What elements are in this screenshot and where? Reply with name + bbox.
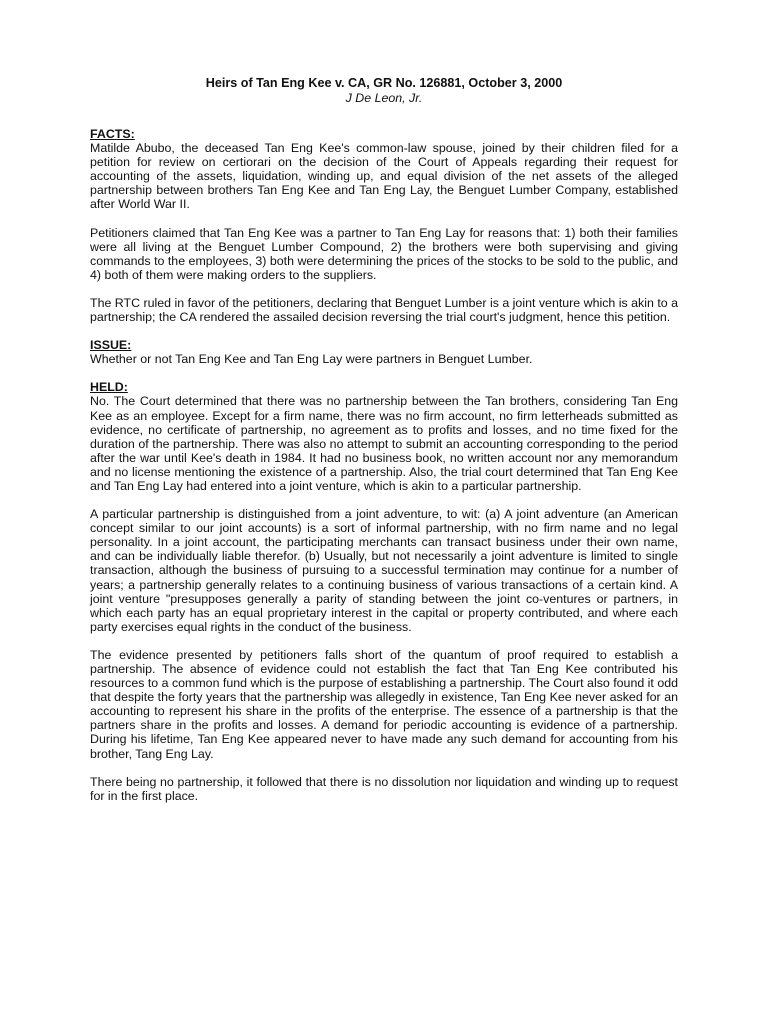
issue-paragraph: Whether or not Tan Eng Kee and Tan Eng Lay were partners in Benguet Lumber. xyxy=(90,352,533,367)
held-paragraph: There being no partnership, it followed that there is no dissolution nor liquidation and winding up to request for in the first place. xyxy=(90,774,678,803)
facts-section xyxy=(90,127,678,324)
facts-paragraph: Matilde Abubo, the deceased Tan Eng Kee's common-law spouse, joined by their children filed for a petition for review on certiorari on the decision of the Court of Appeals regarding their request for accounting of the assets, liquidation, winding up, and equal division of the net assets of the alleged partnership between brothers Tan Eng Kee and Tan Eng Lay, the Benguet Lumber Company, established after World War II. xyxy=(90,141,678,212)
facts-heading: FACTS: xyxy=(90,127,135,141)
issue-heading: ISSUE: xyxy=(90,338,132,353)
issue-section xyxy=(90,338,678,366)
facts-paragraph: The RTC ruled in favor of the petitioners, declaring that Benguet Lumber is a joint venture which is akin to a partnership; the CA rendered the assailed decision reversing the trial court's judgment, hence this petition. xyxy=(90,295,678,325)
held-heading: HELD: xyxy=(90,380,128,395)
title-block xyxy=(90,76,678,105)
held-paragraph: No. The Court determined that there was no partnership between the Tan brothers, considering Tan Eng Kee as an employee. Except for a firm name, there was no firm account, no firm letterheads submitted as evidence, no certificate of partnership, no agreement as to profits and losses, and no time fixed for the duration of the partnership. There was also no attempt to submit an accounting corresponding to the period after the war until Kee's death in 1984. It had no business book, no written account nor any memorandum and no license mentioning the existence of a partnership. Also, the trial court determined that Tan Eng Kee and Tan Eng Lay had entered into a joint venture, which is akin to a particular partnership. xyxy=(90,394,678,493)
held-section xyxy=(90,380,678,803)
held-paragraph: A particular partnership is distinguished from a joint adventure, to wit: (a) A joint adventure (an American concept similar to our joint accounts) is a sort of informal partnership, with no firm name and no legal personality. In a joint account, the participating merchants can transact business under their own name, and can be individually liable therefor. (b) Usually, but not necessarily a joint adventure is limited to single transaction, although the business of pursuing to a successful termination may continue for a number of years; a partnership generally relates to a continuing business of various transactions of a certain kind. A joint venture "presupposes generally a parity of standing between the joint co-ventures or partners, in which each party has an equal proprietary interest in the capital or property contributed, and where each party exercises equal rights in the conduct of the business. xyxy=(90,507,678,634)
facts-paragraph: Petitioners claimed that Tan Eng Kee was a partner to Tan Eng Lay for reasons that: 1) both their families were all living at the Benguet Lumber Compound, 2) the brothers were both supervising and giving commands to the employees, 3) both were determining the prices of the stocks to be sold to the public, and 4) both of them were making orders to the suppliers. xyxy=(90,225,678,282)
case-title: Heirs of Tan Eng Kee v. CA, GR No. 126881, October 3, 2000 xyxy=(205,76,563,90)
held-paragraph: The evidence presented by petitioners falls short of the quantum of proof required to establish a partnership. The absence of evidence could not establish the fact that Tan Eng Kee contributed his resources to a common fund which is the purpose of establishing a partnership. The Court also found it odd that despite the forty years that the partnership was allegedly in existence, Tan Eng Kee never asked for an accounting to represent his share in the profits of the enterprise. The essence of a partnership is that the partners share in the profits and losses. A demand for periodic accounting is evidence of a partnership. During his lifetime, Tan Eng Kee appeared never to have made any such demand for accounting from his brother, Tang Eng Lay. xyxy=(90,647,678,761)
case-author: J De Leon, Jr. xyxy=(345,91,423,105)
